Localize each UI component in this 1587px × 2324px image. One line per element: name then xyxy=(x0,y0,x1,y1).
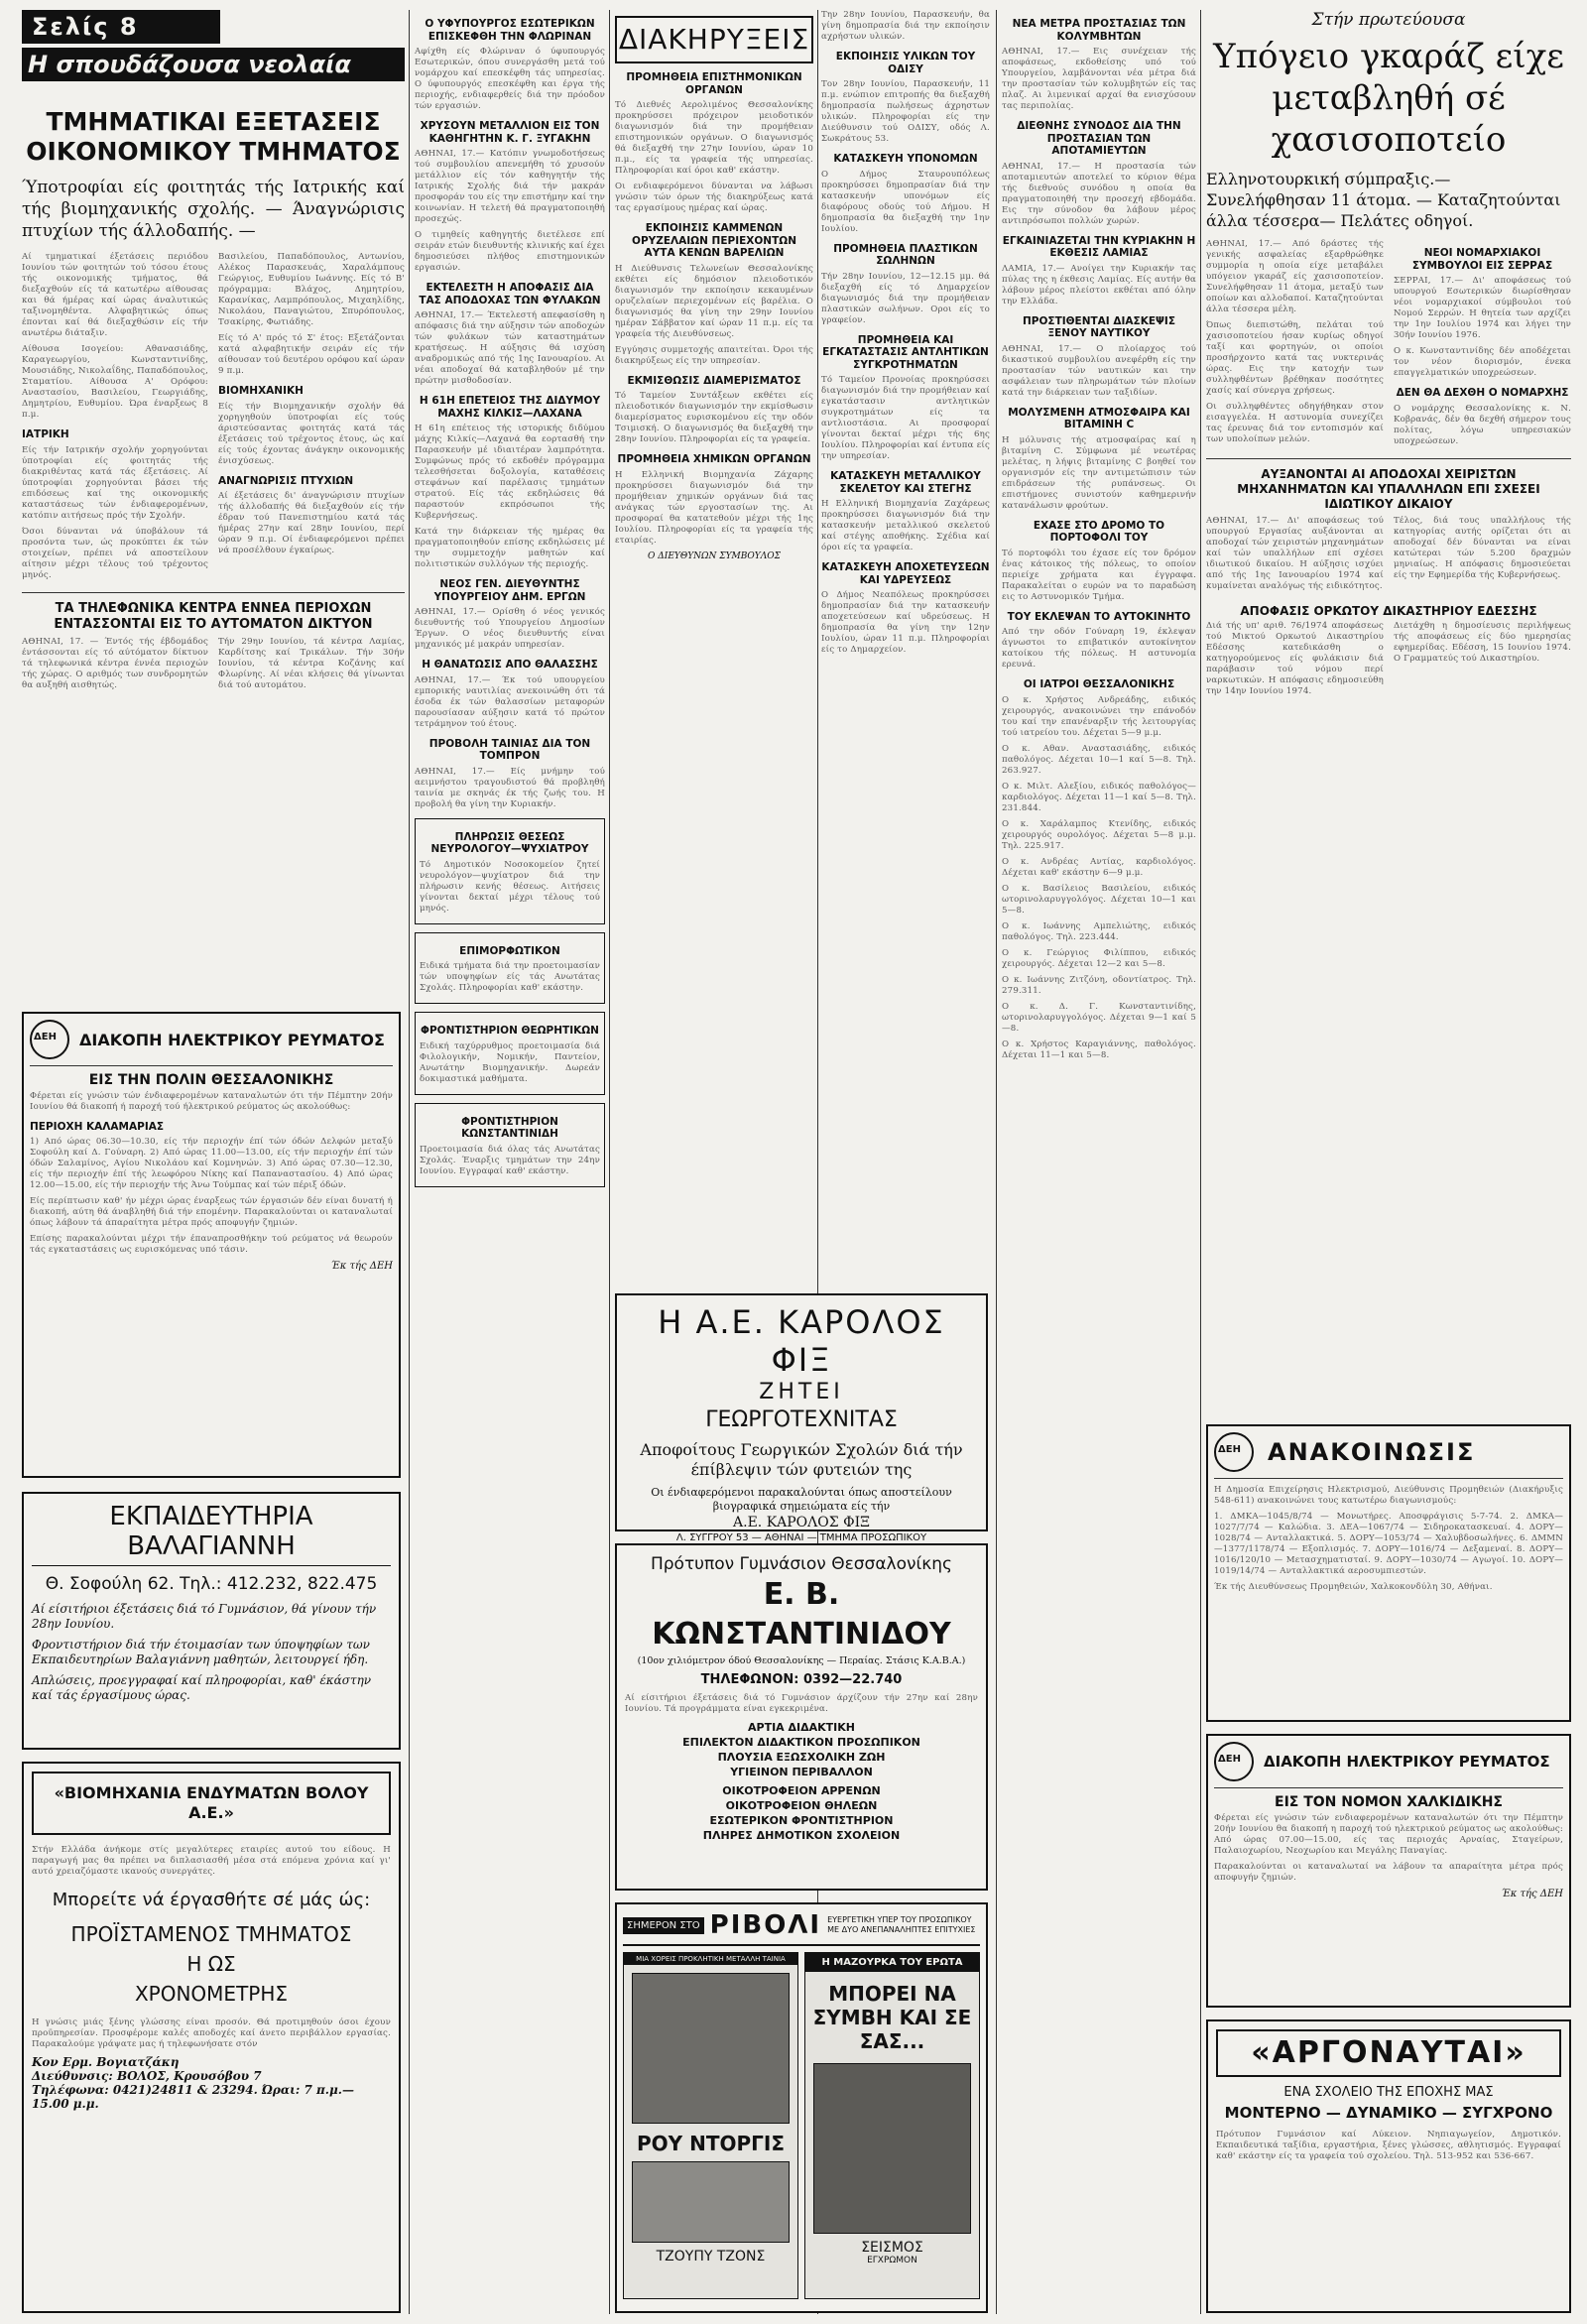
ad-subtitle: ΕΙΣ ΤΗΝ ΠΟΛΙΝ ΘΕΣΣΑΛΟΝΙΚΗΣ xyxy=(88,1072,334,1088)
divider xyxy=(1206,458,1571,459)
body-text: Τό Δημοτικόν Νοσοκομείον ζητεί νευρολόγον—ψυχίατρον διά την πλήρωσιν κενής θέσεως. Αιτήσεις γίνονται δεκταί μέχρι τέλους τού μηνός. xyxy=(420,859,600,914)
body-text: Ο κ. Αθαν. Αναστασιάδης, ειδικός παθολόγος. Δέχεται 10—1 καί 5—8. Τηλ. 263.927. xyxy=(1002,743,1196,776)
body-text: ΑΘΗΝΑΙ, 17.— Δι' αποφάσεως τού υπουργού Εργασίας αυξάνονται αι αποδοχαί τών χειριστών μηχανημάτων καί τών υπαλλήλων επί σχέσει ιδιωτικού δικαίου. Η αύξησις ισχύει από τής 1ης Ιανουαρίου 1974 καί κυμαίνεται αναλόγως τής ειδικότητος. xyxy=(1206,515,1384,591)
body-text: Ο κ. Μιλτ. Αλεξίου, ειδικός παθολόγος—καρδιολόγος. Δέχεται 11—1 καί 5—8. Τηλ. 231.844. xyxy=(1002,781,1196,813)
body-text: Επίσης παρακαλούνται μέχρι τήν έπαναπροσθήκην τού ρεύματος νά θεωρούν τάς εγκαταστάσεις ως ευρισκόμενας υπό τάσιν. xyxy=(30,1234,393,1255)
ad-phone: ΤΗΛΕΦΩΝΟΝ: 0392—22.740 xyxy=(700,1672,903,1687)
ad-title: Ε. Β. ΚΩΝΣΤΑΝΤΙΝΙΔΟΥ xyxy=(652,1577,951,1651)
film-1-tagline: ΜΙΑ ΧΟΡΕΙΣ ΠΡΟΚΛΗΤΙΚΗ ΜΕΤΑΛΛΗ ΤΑΙΝΙΑ xyxy=(624,1953,797,1965)
divider xyxy=(1214,1787,1563,1788)
column-rule xyxy=(409,10,410,2314)
ad-valagianni xyxy=(22,1492,401,1750)
ad-title: «ΒΙΟΜΗΧΑΝΙΑ ΕΝΔΥΜΑΤΩΝ ΒΟΛΟΥ Α.Ε.» xyxy=(32,1772,391,1835)
body-text: Τέλος, διά τους υπαλλήλους τής κατηγορίας αυτής ορίζεται ότι αι αποδοχαί δέν δύνανται να είναι κατώτεραι τών 5.200 δραχμών μηνιαίως. Η απόφασις δημοσιεύεται είς την Εφημερίδα τής Κυβερνήσεως. xyxy=(1394,515,1571,580)
film-still xyxy=(632,2161,790,2243)
ad-position: ΧΡΟΝΟΜΕΤΡΗΣ xyxy=(134,1982,289,2006)
body-text: ΣΕΡΡΑΙ, 17.— Δι' αποφάσεως τού υπουργού Εσωτερικών διωρίσθησαν νέοι νομαρχιακοί σύμβουλοι τού Νομού Σερρών. Η θητεία των αρχίζει την 1ην Ιουλίου 1974 και λήγει την 30ήν Ιουνίου 1976. xyxy=(1394,276,1571,340)
body-text: Ο κ. Βασίλειος Βασιλείου, ειδικός ωτορινολαρυγγολόγος. Δέχεται 10—1 και 5—8. xyxy=(1002,883,1196,916)
headline: Η 61Η ΕΠΕΤΕΙΟΣ ΤΗΣ ΔΙΔΥΜΟΥ ΜΑΧΗΣ ΚΙΛΚΙΣ—ΛΑΧΑΝΑ xyxy=(419,395,601,420)
dei-logo-icon xyxy=(1214,1742,1254,1781)
ad-title: «ΑΡΓΟΝΑΥΤΑΙ» xyxy=(1216,2029,1561,2077)
body-text: Κατά την διάρκειαν τής ημέρας θα πραγματοποιηθούν επίσης εκδηλώσεις μέ την συμμετοχήν μαθητών καί πολιτιστικών συλλόγων τής περιοχής. xyxy=(415,527,605,569)
headline: ΚΑΤΑΣΚΕΥΗ ΜΕΤΑΛΛΙΚΟΥ ΣΚΕΛΕΤΟΥ ΚΑΙ ΣΤΕΓΗΣ xyxy=(830,470,981,495)
film-2-poster xyxy=(804,1952,980,2299)
ad-line: Απλώσεις, προεγγραφαί καί πληροφορίαι, καθ' έκάστην καί τάς έργασίμους ώρας. xyxy=(32,1673,372,1702)
headline: ΚΑΤΑΣΚΕΥΗ ΑΠΟΧΕΤΕΥΣΕΩΝ ΚΑΙ ΥΔΡΕΥΣΕΩΣ xyxy=(821,561,990,586)
body-text: Οι συλληφθέντες οδηγήθηκαν στον εισαγγελέα. Η αστυνομία συνεχίζει τας έρευνας διά τον εντοπισμόν καί των υπολοίπων μελών. xyxy=(1206,402,1384,444)
body-text: ΑΘΗΝΑΙ, 17.— Έκ τού υπουργείου εμπορικής ναυτιλίας ανεκοινώθη ότι τά έσοδα έκ τών θαλασσίων μεταφορών παρουσίασαν αύξησιν κατά τό πρώτον τετράμηνον τού έτους. xyxy=(415,674,605,729)
ad-box-neurologist xyxy=(415,818,605,924)
headline: ΠΡΟΣΤΙΘΕΝΤΑΙ ΔΙΑΣΚΕΨΙΣ ΞΕΝΟΥ ΝΑΥΤΙΚΟΥ xyxy=(1022,314,1176,339)
film-still xyxy=(632,1973,790,2124)
ad-title: ΔΙΑΚΟΠΗ ΗΛΕΚΤΡΙΚΟΥ ΡΕΥΜΑΤΟΣ xyxy=(1264,1753,1550,1771)
body-text: ΑΘΗΝΑΙ, 17.— Εις συνέχειαν τής αποφάσεως, εκδοθείσης υπό τού Υπουργείου, λαμβάνονται νέα μέτρα διά την προστασίαν τών κολυμβητών είς τας πλαζ. Αι λιμενικαί αρχαί θα ενισχύσουν τας περιπολίας. xyxy=(1002,47,1196,111)
headline: ΠΡΟΜΗΘΕΙΑ ΠΛΑΣΤΙΚΩΝ ΣΩΛΗΝΩΝ xyxy=(833,242,978,267)
body-text: ΑΘΗΝΑΙ, 17.— Ο πλοίαρχος τού δικαστικού συμβουλίου ανεφέρθη είς την προστασίαν τών ναυτικών και την ασφάλειαν των πληρωμάτων τών πλοίων κατά την διάρκειαν των ταξιδίων. xyxy=(1002,343,1196,398)
headline: ΠΡΟΜΗΘΕΙΑ ΚΑΙ ΕΓΚΑΤΑΣΤΑΣΙΣ ΑΝΤΛΗΤΙΚΩΝ ΣΥΓΚΡΟΤΗΜΑΤΩΝ xyxy=(822,333,989,371)
film-1-star: ΤΖΟΥΠΥ ΤΖΟΝΣ xyxy=(656,2249,766,2264)
article-phones-title: ΤΑ ΤΗΛΕΦΩΝΙΚΑ ΚΕΝΤΡΑ ΕΝΝΕΑ ΠΕΡΙΟΧΩΝ ΕΝΤΑΣΣΟΝΤΑΙ ΕΙΣ ΤΟ ΑΥΤΟΜΑΤΟΝ ΔΙΚΤΥΟΝ xyxy=(54,600,373,632)
headline: ΕΧΑΣΕ ΣΤΟ ΔΡΟΜΟ ΤΟ ΠΟΡΤΟΦΟΛΙ ΤΟΥ xyxy=(1033,519,1165,544)
subhead: ΑΝΑΓΝΩΡΙΣΙΣ ΠΤΥΧΙΩΝ xyxy=(218,474,354,487)
ad-feature: ΥΓΙΕΙΝΟΝ ΠΕΡΙΒΑΛΛΟΝ xyxy=(730,1766,873,1778)
body-text: Ο κ. Ιωάννης Ζιτζόνη, οδοντίατρος. Τηλ. 279.311. xyxy=(1002,974,1196,996)
body-text: Προετοιμασία διά όλας τάς Ανωτάτας Σχολάς. Έναρξις τμημάτων την 24ην Ιουνίου. Εγγραφαί καθ' εκάστην. xyxy=(420,1144,600,1176)
body-text: Ο κ. Χρήστος Ανδρεάδης, ειδικός χειρουργός, ανακοινώνει την επάνοδόν του καί την επανέναρξιν τής λειτουργίας τού ιατρείου του. Δέχεται 5—9 μ.μ. xyxy=(1002,694,1196,738)
body-text: Τήν 28ην Ιουνίου, 12—12.15 μμ. θά διεξαχθή είς τό Δημαρχείον διαγωνισμός διά την προμήθειαν πλαστικών σωλήνων. Οροι είς το γραφείον. xyxy=(821,271,990,325)
body-text: ΑΘΗΝΑΙ, 17.— Είς μνήμην τού αειμνήστου τραγουδιστού θά προβληθή ταινία με σκηνάς έκ τής ζωής του. Η προβολή θα γίνη την Κυριακήν. xyxy=(415,766,605,809)
body-text: ΑΘΗΝΑΙ, 17.— Ορίσθη ό νέος γενικός διευθυντής τού Υπουργείου Δημοσίων Έργων. Ο νέος διευθυντής είναι μηχανικός μέ μακράν υπηρεσίαν. xyxy=(415,607,605,650)
ad-argonautai xyxy=(1206,2019,1571,2313)
ad-cta: Μπορείτε νά έργασθήτε σέ μάς ώς: xyxy=(52,1890,371,1910)
ad-box-konstantinidi xyxy=(415,1103,605,1187)
headline: ΕΓΚΑΙΝΙΑΖΕΤΑΙ ΤΗΝ ΚΥΡΙΑΚΗΝ Η ΕΚΘΕΣΙΣ ΛΑΜΙΑΣ xyxy=(1002,234,1196,259)
ad-position: Η ΩΣ xyxy=(186,1952,236,1976)
dei-logo-icon xyxy=(1214,1432,1254,1472)
ad-slogan: ΕΥΕΡΓΕΤΙΚΗ ΥΠΕΡ ΤΟΥ ΠΡΟΣΩΠΙΚΟΥ ΜΕ ΔΥΟ ΑΝΕΠΑΝΑΛΗΠΤΕΣ ΕΠΙΤΥΧΙΕΣ xyxy=(827,1915,976,1934)
ad-rivoli-cinema xyxy=(615,1902,988,2313)
body-text: Η μόλυνσις τής ατμοσφαίρας καί η βιταμίνη C. Σύμφωνα μέ νεωτέρας μελέτας, η λήψις βιταμίνης C βοηθεί τον οργανισμόν είς την αντιμετώπισιν τών επιδράσεων τής ρυπάνσεως. Οι επιστήμονες συνιστούν καθημερινήν κατανάλωσιν φρούτων. xyxy=(1002,434,1196,511)
ad-position: ΠΡΟΪΣΤΑΜΕΝΟΣ ΤΜΗΜΑΤΟΣ xyxy=(70,1922,352,1946)
headline: ΤΟΥ ΕΚΛΕΨΑΝ ΤΟ ΑΥΤΟΚΙΝΗΤΟ xyxy=(1007,610,1191,623)
headline: ΕΚΠΟΙΗΣΙΣ ΥΛΙΚΩΝ ΤΟΥ ΟΔΙΣΥ xyxy=(835,51,976,75)
body-text: ΛΑΜΙΑ, 17.— Ανοίγει την Κυριακήν τας πύλας της η έκθεσις Λαμίας. Είς αυτήν θα λάβουν μέρος πλείστοι εκθέται από όλην την Ελλάδα. xyxy=(1002,263,1196,306)
ad-power-outage-chalkidiki xyxy=(1206,1734,1571,2008)
headline: ΚΑΤΑΣΚΕΥΗ ΥΠΟΝΟΜΩΝ xyxy=(833,153,978,165)
dei-logo-icon xyxy=(30,1020,69,1059)
ad-subtitle: ΕΙΣ ΤΟΝ ΝΟΜΟΝ ΧΑΛΚΙΔΙΚΗΣ xyxy=(1275,1794,1503,1810)
body-text: Η Ελληνική Βιομηχανία Ζαχάρεως προκηρύσσει διαγωνισμόν διά την κατασκευήν μεταλλικού σκελετού καί στέγης αποθήκης. Σχέδια καί όροι είς τα γραφεία. xyxy=(821,499,990,552)
ad-title: ΑΝΑΚΟΙΝΩΣΙΣ xyxy=(1268,1438,1476,1466)
body-text: Οι ενδιαφερόμενοι δύνανται να λάβωσι γνώσιν τών όρων τής διακηρύξεως κατά τας εργασίμους ημέρας καί ώρας. xyxy=(615,182,813,213)
ad-title: ΦΡΟΝΤΙΣΤΗΡΙΟΝ ΘΕΩΡΗΤΙΚΩΝ xyxy=(421,1025,599,1037)
ad-feature: ΠΛΟΥΣΙΑ ΕΞΩΣΧΟΛΙΚΗ ΖΩΗ xyxy=(717,1751,886,1764)
ad-area: ΠΕΡΙΟΧΗ ΚΑΛΑΜΑΡΙΑΣ xyxy=(30,1120,165,1133)
body-text: Η γνώσις μιάς ξένης γλώσσης είναι προσόν. Θά προτιμηθούν όσοι έχουν προϋπηρεσίαν. Προσφέρομε καλές αποδοχές καί άνετο περιβάλλον εργασίας. Παρακαλούμε γράψατε μας ή τηλεφωνήσατε στόν xyxy=(32,2018,391,2049)
body-text: Ο νομάρχης Θεσσαλονίκης κ. Ν. Κοβρανάς, δέν θα δεχθή σήμερον τους πολίτας, λόγω υπηρεσιακών υποχρεώσεων. xyxy=(1394,403,1571,446)
body-text: Εγγύησις συμμετοχής απαιτείται. Όροι τής διακηρύξεως είς την υπηρεσίαν. xyxy=(615,344,813,366)
headline: ΝΕΟΣ ΓΕΝ. ΔΙΕΥΘΥΝΤΗΣ ΥΠΟΥΡΓΕΙΟΥ ΔΗΜ. ΕΡΓΩΝ xyxy=(433,578,586,603)
body-text: Διά τής υπ' αριθ. 76/1974 αποφάσεως τού Μικτού Ορκωτού Δικαστηρίου Εδέσσης κατεδικάσθη ο κατηγορούμενος είς φυλάκισιν διά παράβασιν τού νόμου περί ναρκωτικών. Η απόφασις εδημοσιεύθη την 14ην Ιουνίου 1974. xyxy=(1206,621,1384,696)
headline: ΠΡΟΜΗΘΕΙΑ ΧΗΜΙΚΩΝ ΟΡΓΑΝΩΝ xyxy=(617,453,811,465)
ad-signature: Έκ τής ΔΕΗ xyxy=(1501,1888,1563,1899)
ad-address: (10ον χιλιόμετρον όδού Θεσσαλονίκης — Περαίας. Στάσις Κ.Α.Β.Α.) xyxy=(637,1655,966,1666)
body-text: Όσοι δύνανται νά ύποβάλουν τά προσόντα των, ώς προκύπτει έκ τών στοιχείων, πρέπει νά αποστείλουν αίτησιν μέχρι τέλους τού τρέχοντος μηνός. xyxy=(22,526,208,580)
headline: ΑΥΞΑΝΟΝΤΑΙ ΑΙ ΑΠΟΔΟΧΑΙ ΧΕΙΡΙΣΤΩΝ ΜΗΧΑΝΗΜΑΤΩΝ ΚΑΙ ΥΠΑΛΛΗΛΩΝ ΕΠΙ ΣΧΕΣΕΙ ΙΔΙΩΤΙΚΟΥ ΔΙΚΑΙΟΥ xyxy=(1237,466,1540,511)
ad-konstantinidou-school xyxy=(615,1543,988,1891)
column-rule xyxy=(609,10,610,2314)
headline: ΕΚΠΟΙΗΣΙΣ ΚΑΜΜΕΝΩΝ ΟΡΥΖΕΛΑΙΩΝ ΠΕΡΙΕΧΟΝΤΩΝ ΑΥΤΑ ΚΕΝΩΝ ΒΑΡΕΛΙΩΝ xyxy=(632,222,796,259)
court-body xyxy=(1206,621,1571,702)
column-5 xyxy=(1002,10,1196,2311)
film-still xyxy=(813,2063,971,2234)
ad-role: ΓΕΩΡΓΟΤΕΧΝΙΤΑΣ xyxy=(705,1407,898,1432)
ad-address: Λ. ΣΥΓΓΡΟΥ 53 — ΑΘΗΝΑΙ — ΤΜΗΜΑ ΠΡΟΣΩΠΙΚΟΥ xyxy=(675,1532,927,1543)
body-text: Ο κ. Γεώργιος Φιλίππου, ειδικός χειρουργός. Δέχεται 12—2 και 5—8. xyxy=(1002,947,1196,969)
body-text: ΑΘΗΝΑΙ, 17.— Κατόπιν γνωμοδοτήσεως τού συμβουλίου απενεμήθη τό χρυσούν μετάλλιον είς τόν καθηγητήν τής Ιατρικής Σχολής διά τήν μακράν προσφοράν του είς την επιστήμην καί την κοινωνίαν. Η τελετή θά πραγματοποιηθή προσεχώς. xyxy=(415,149,605,224)
ad-power-outage-thessaloniki xyxy=(22,1012,401,1478)
film-2-title: ΜΠΟΡΕΙ ΝΑ ΣΥΜΒΗ ΚΑΙ ΣΕ ΣΑΣ... xyxy=(812,1982,972,2053)
ad-contact: Κον Ερμ. Βογιατζάκη xyxy=(32,2055,180,2069)
ad-feature: ΠΛΗΡΕΣ ΔΗΜΟΤΙΚΟΝ ΣΧΟΛΕΙΟΝ xyxy=(702,1829,901,1842)
article-exams-title: ΤΜΗΜΑΤΙΚΑΙ ΕΞΕΤΑΣΕΙΣ ΟΙΚΟΝΟΜΙΚΟΥ ΤΜΗΜΑΤΟΣ xyxy=(26,107,401,166)
headline: ΝΕΑ ΜΕΤΡΑ ΠΡΟΣΤΑΣΙΑΣ ΤΩΝ ΚΟΛΥΜΒΗΤΩΝ xyxy=(1012,18,1186,43)
ad-signature: Έκ τής ΔΕΗ xyxy=(330,1261,393,1272)
body-text: Είς τήν Ιατρικήν σχολήν χορηγούνται ύποτροφίαι είς φοιτητάς τής διακριθέντας κατά τάς έξετάσεις. Αί ύποτροφίαι χορηγούνται βάσει τής επιδόσεως καί της οικονομικής καταστάσεως τών ένδιαφερομένων, κατόπιν αιτήσεως πρός τήν Σχολήν. xyxy=(22,444,208,521)
main-headline: Υπόγειο γκαράζ είχε μεταβληθή σέ χασισοποτείο xyxy=(1213,37,1564,160)
divider xyxy=(1214,1478,1563,1479)
ad-today: ΣΗΜΕΡΟΝ ΣΤΟ xyxy=(623,1917,704,1934)
headline: ΠΡΟΒΟΛΗ ΤΑΙΝΙΑΣ ΔΙΑ ΤΟΝ ΤΟΜΠΡΟΝ xyxy=(428,737,591,762)
body-text: Ο Δήμος Νεαπόλεως προκηρύσσει δημοπρασίαν διά την κατασκευήν αποχετεύσεων καί υδρεύσεως. Η δημοπρασία θα γίνη την 12ην Ιουλίου, ώραν 11 π.μ. Πληροφορίαι είς το Δημαρχείον. xyxy=(821,590,990,655)
main-body xyxy=(1206,239,1571,452)
body-text: Αί έξετάσεις δι' άναγνώρισιν πτυχίων τής άλλοδαπής θά διεξαχθούν είς τήν έδραν τού Πανεπιστημίου κατά τάς ήμέρας 27ην καί 28ην Ιουνίου, περί ώραν 9 π.μ. Οί ένδιαφερόμενοι πρέπει νά προσέλθουν έγκαίρως. xyxy=(218,491,405,555)
ad-feature: ΕΠΙΛΕΚΤΟΝ ΔΙΔΑΚΤΙΚΟΝ ΠΡΟΣΩΠΙΚΟΝ xyxy=(682,1736,920,1749)
body-text: Τό Ταμείον Προνοίας προκηρύσσει διαγωνισμόν διά την προμήθειαν καί εγκατάστασιν αντλητικών συγκροτημάτων είς τα αντλιοστάσια. Αι προσφοραί γίνονται δεκταί μέχρι τής 6ης Ιουλίου. Πληροφορίαι καί έντυπα είς την υπηρεσίαν. xyxy=(821,375,990,461)
ad-pre: Πρότυπον Γυμνάσιον Θεσσαλονίκης xyxy=(650,1554,953,1574)
body-text: Ο κ. Ιωάννης Αμπελιώτης, ειδικός παθολόγος. Τηλ. 223.444. xyxy=(1002,920,1196,942)
ad-box-tutoring xyxy=(415,1012,605,1095)
body-text: Βασιλείου, Παπαδόπουλος, Αντωνίου, Αλέκος Παρασκευάς, Χαραλάμπους Γεώργιος, Ευθυμίου Ιωάννης. Είς τό Β' πρόγραμμα: Βλάχος, Δημητρίου, Καρανίκας, Λαμπρόπουλος, Μιχαηλίδης, Νικολάου, Παναγιώτου, Σπυρόπουλος, Τσακίρης, Φωτιάδης. xyxy=(218,252,405,327)
divider xyxy=(30,1065,393,1066)
column-2 xyxy=(415,10,605,2311)
body-text: Ο κ. Κωνσταντινίδης δέν αποδέχεται τον νέον διορισμόν, ένεκα επαγγελματικών υποχρεώσεων. xyxy=(1394,346,1571,378)
ad-title: ΕΠΙΜΟΡΦΩΤΙΚΟΝ xyxy=(459,944,560,957)
column-4 xyxy=(821,10,990,1289)
body-text: Είς τήν Βιομηχανικήν σχολήν θά χορηγηθούν ύποτροφίαι είς τούς άριστεύσαντας φοιτητάς κατά τάς έξετάσεις τού τρέχοντος έτους, ώς καί είς τούς έχοντας άνάγκην οικονομικής ένισχύσεως. xyxy=(218,401,405,466)
side-headline: ΔΕΝ ΘΑ ΔΕΧΘΗ Ο ΝΟΜΑΡΧΗΣ xyxy=(1396,387,1569,399)
ad-wants: ΖΗΤΕΙ xyxy=(759,1380,844,1405)
film-1-poster xyxy=(623,1952,798,2299)
body-text: Η 61η επέτειος τής ιστορικής διδύμου μάχης Κιλκίς—Λαχανά θα εορτασθή την Παρασκευήν μέ ιδιαιτέραν λαμπρότητα. Συμφώνως πρός τό εκδοθέν πρόγραμμα τελεσθήσεται δοξολογία, καταθέσεις στεφάνων καί παρέλασις τμημάτων στρατού. Είς τάς εκδηλώσεις θά παραστούν εκπρόσωποι τής Κυβερνήσεως. xyxy=(415,424,605,521)
headline: ΑΠΟΦΑΣΙΣ ΟΡΚΩΤΟΥ ΔΙΚΑΣΤΗΡΙΟΥ ΕΔΕΣΣΗΣ xyxy=(1240,603,1537,618)
column-3 xyxy=(615,10,813,1289)
ad-feature: ΑΡΤΙΑ ΔΙΔΑΚΤΙΚΗ xyxy=(748,1721,855,1734)
ad-title: Η Α.Ε. ΚΑΡΟΛΟΣ ΦΙΞ xyxy=(658,1303,945,1379)
body-text: ΑΘΗΝΑΙ, 17.— Έκτελεστή απεφασίσθη η απόφασις διά την αύξησιν τών αποδοχών τών φυλάκων τών καταστημάτων κρατήσεως. Η αύξησις θά ισχύση αναδρομικώς από τής 1ης Ιανουαρίου. Αι νέαι αποδοχαί θά καταβληθούν μέ την πρώτην μισθοδοσίαν. xyxy=(415,310,605,386)
body-text: Ο κ. Χρήστος Καραγιάννης, παθολόγος. Δέχεται 11—1 και 5—8. xyxy=(1002,1039,1196,1060)
ad-feature: ΟΙΚΟΤΡΟΦΕΙΟΝ ΘΗΛΕΩΝ xyxy=(725,1799,878,1812)
section-title: Η σπουδάζουσα νεολαία xyxy=(22,48,405,81)
signature: Ο ΔΙΕΥΘΥΝΩΝ ΣΥΜΒΟΥΛΟΣ xyxy=(648,550,781,561)
ad-line: Αί είσιτήριοι έξετάσεις διά τό Γυμνάσιον, θά γίνουν τήν 28ην Ιουνίου. xyxy=(32,1602,377,1631)
body-text: Είς τό Α' πρός τό Σ' έτος: Εξετάζονται κατά αλφαβητικήν σειράν είς τήν αίθουσαν τού δευτέρου ορόφου καί ώραν 9 π.μ. xyxy=(218,333,405,376)
body-text: 1. ΔΜΚΑ—1045/8/74 — Μονωτήρες. Αποσφράγισις 5-7-74. 2. ΔΜΚΑ—1027/7/74 — Καλώδια. 3. ΔΕΑ—1067/74 — Σιδηροκατασκευαί. 4. ΔΟΡΥ—1028/74 — Ανταλλακτικά. 5. ΔΟΡΥ—1053/74 — Χαλυβδοσωλήνες. 6. ΔΜΜΝ—1377/1178/74 — Εξοπλισμός. 7. ΔΟΡΥ—1016/74 — Δεξαμεναί. 8. ΔΟΡΥ—1016/120/10 — Μετασχηματισταί. 9. ΔΟΡΥ—1030/74 — Αγωγοί. 10. ΔΟΡΥ—1019/14/74 — Ανταλλακτικά αεροσυμπιεστών. xyxy=(1214,1512,1563,1576)
ad-karolos-fix xyxy=(615,1293,988,1543)
film-2-tagline: Η ΜΑΖΟΥΡΚΑ ΤΟΥ ΕΡΩΤΑ xyxy=(805,1953,979,1972)
ad-title: ΕΚΠΑΙΔΕΥΤΗΡΙΑ ΒΑΛΑΓΙΑΝΝΗ xyxy=(32,1502,391,1566)
column-rule xyxy=(1200,10,1201,2314)
ad-title: ΠΛΗΡΩΣΙΣ ΘΕΣΕΩΣ ΝΕΥΡΟΛΟΓΟΥ—ΨΥΧΙΑΤΡΟΥ xyxy=(430,830,589,855)
headline: ΜΟΛΥΣΜΕΝΗ ΑΤΜΟΣΦΑΙΡΑ ΚΑΙ ΒΙΤΑΜΙΝΗ C xyxy=(1008,406,1190,430)
body-text: Αίθουσα Ισογείου: Αθανασιάδης, Καραγεωργίου, Κωνσταντινίδης, Μουσιάδης, Νικολαΐδης, Παπαδόπουλος, Σταματίου. Αίθουσα Α' Ορόφου: Αναστασίου, Βασιλείου, Γεωργιάδης, Δημητρίου, Ευθυμίου. Ώρα έναρξεως 8 π.μ. xyxy=(22,344,208,420)
ad-address: Θ. Σοφούλη 62. Τηλ.: 412.232, 822.475 xyxy=(45,1574,378,1594)
article-phones-body xyxy=(22,637,405,696)
ad-announcements xyxy=(1206,1424,1571,1722)
body-text: Ο κ. Δ. Γ. Κωνσταντινίδης, ωτορινολαρυγγολόγος. Δέχεται 9—1 καί 5—8. xyxy=(1002,1001,1196,1034)
article-exams-lead: Ύποτροφίαι είς φοιτητάς τής Ιατρικής καί τής βιομηχανικής σχολής. — Άναγνώρισις πτυχίων τής άλλοδαπής. — xyxy=(22,178,405,241)
subhead: ΙΑΤΡΙΚΗ xyxy=(22,428,69,440)
ad-tagline: ΜΟΝΤΕΡΝΟ — ΔΥΝΑΜΙΚΟ — ΣΥΓΧΡΟΝΟ xyxy=(1224,2104,1553,2122)
ad-desc: Αποφοίτους Γεωργικών Σχολών διά τήν έπίβλεψιν τών φυτειών της xyxy=(640,1440,963,1479)
body-text: Η Ελληνική Βιομηχανία Ζάχαρης προκηρύσσει διαγωνισμόν διά την προμήθειαν χημικών οργάνων διά τας ανάγκας τών εργοστασίων της. Αι προσφοραί θα κατατεθούν μέχρι τής 1ης Ιουλίου. Πληροφορίαι είς τα γραφεία τής εταιρίας. xyxy=(615,469,813,546)
ad-title: ΔΙΑΚΟΠΗ ΗΛΕΚΤΡΙΚΟΥ ΡΕΥΜΑΤΟΣ xyxy=(79,1030,385,1049)
ad-line: Φροντιστήριον διά τήν έτοιμασίαν των ύποψηφίων των Εκπαιδευτηρίων Βαλαγιάννη μαθητών, λειτουργεί ήδη. xyxy=(32,1638,370,1666)
ad-feature: ΟΙΚΟΤΡΟΦΕΙΟΝ ΑΡΡΕΝΩΝ xyxy=(722,1784,881,1797)
body-text: Η Διεύθυνσις Τελωνείων Θεσσαλονίκης εκθέτει είς δημόσιον πλειοδοτικόν διαγωνισμόν την εκποίησιν κεκαυμένων ορυζελαίων περιεχομένων είς βαρέλια. Ο διαγωνισμός θα γίνη την 29ην Ιουνίου ημέραν Σάββατον καί ώραν 11 π.μ. είς τα γραφεία τής Διευθύνσεως. xyxy=(615,263,813,339)
film-2-color: ΕΓΧΡΩΜΟΝ xyxy=(867,2256,917,2265)
body-text: Ο Δήμος Σταυρουπόλεως προκηρύσσει δημοπρασίαν διά την κατασκευήν υπονόμων είς διαφόρους οδούς τού Δήμου. Η δημοπρασία θα διεξαχθή την 1ην Ιουλίου. xyxy=(821,169,990,234)
ad-box-educational xyxy=(415,932,605,1005)
body-text: Όπως διεπιστώθη, πελάται τού χασισοποτείου ήσαν κυρίως οδηγοί ταξί και φορτηγών, οι οποίοι προσήρχοντο κατά τας νυκτερινάς ώρας. Εις την κατοχήν των συλληφθέντων βρέθηκαν ποσότητες χασίς καί σύνεργα χρήσεως. xyxy=(1206,320,1384,396)
ad-title: ΦΡΟΝΤΙΣΤΗΡΙΟΝ ΚΩΝΣΤΑΝΤΙΝΙΔΗ xyxy=(461,1115,558,1140)
body-text: Φέρεται είς γνώσιν τών ενδιαφερομένων καταναλωτών ότι την Πέμπτην 20ήν Ιουνίου θα διακοπή η παροχή τού ηλεκτρικού ρεύματος ως ακολούθως: Από ώρας 07.00—15.00, είς τας περιοχάς Αρναίας, Σταγείρων, Παλαιοχωρίου, Νεοχωρίου και Μεγάλης Παναγίας. xyxy=(1214,1812,1563,1856)
section-banner: ΔΙΑΚΗΡΥΞΕΙΣ xyxy=(615,16,813,63)
ad-note: Οι ένδιαφερόμενοι παρακαλούνται όπως αποστείλουν βιογραφικά σημειώματα είς τήν xyxy=(651,1486,952,1513)
body-text: Ειδική ταχύρρυθμος προετοιμασία διά Φιλολογικήν, Νομικήν, Παντείον, Ανωτάτην Βιομηχανικήν. Δωρεάν δοκιμαστικά μαθήματα. xyxy=(420,1040,600,1084)
headline: Ο ΥΦΥΠΟΥΡΓΟΣ ΕΣΩΤΕΡΙΚΩΝ ΕΠΙΣΚΕΦΘΗ ΤΗΝ ΦΛΩΡΙΝΑΝ xyxy=(425,18,595,43)
body-text: Διετάχθη η δημοσίευσις περιλήψεως τής αποφάσεως είς δύο ημερησίας εφημερίδας. Εδέσση, 15 Ιουνίου 1974. Ο Γραμματεύς τού Δικαστηρίου. xyxy=(1394,621,1571,664)
body-text: 1) Από ώρας 06.30—10.30, είς τήν περιοχήν έπί τών όδών Δελφών μεταξύ Σοφούλη καί Δ. Γούναρη. 2) Από ώρας 11.00—13.00, είς τήν περιοχήν έπί τών όδών Σαλαμίνος, Αγίου Νικολάου καί Κομνηνών. 3) Από ώρας 07.30—12.30, είς τήν περιοχήν έπί τής λεωφόρου Νίκης καί Παπαναστασίου. 4) Από ώρας 12.00—15.00, είς τήν περιοχήν τής Άνω Τούμπας καί τών πέριξ όδών. xyxy=(30,1137,393,1190)
page-label: Σελίς 8 xyxy=(22,10,220,44)
subhead: ΒΙΟΜΗΧΑΝΙΚΗ xyxy=(218,385,304,397)
body-text: Τό Διεθνές Αερολιμένος Θεσσαλονίκης προκηρύσσει πρόχειρον μειοδοτικόν διαγωνισμόν διά την προμήθειαν επιστημονικών οργάνων. Ο διαγωνισμός θά διεξαχθή την 27ην Ιουνίου, ώραν 10 π.μ., είς τα γραφεία τής υπηρεσίας. Πληροφορίαι καί όροι καθ' εκάστην. xyxy=(615,100,813,176)
ad-address: Διεύθυνσις: ΒΟΛΟΣ, Κρουσόβου 7 xyxy=(32,2069,262,2083)
body-text: Από την οδόν Γούναρη 19, έκλεψαν άγνωστοι το επιβατικόν αυτοκίνητον κατοίκου τής πόλεως. Η αστυνομία ερευνά. xyxy=(1002,627,1196,670)
ad-phones: Τηλέφωνα: 0421)24811 & 23294. Ώραι: 7 π.μ.—15.00 μ.μ. xyxy=(32,2083,354,2111)
body-text: Η Δημοσία Επιχείρησις Ηλεκτρισμού, Διεύθυνσις Προμηθειών (Διακήρυξις 548-611) ανακοινώνει τους κατωτέρω διαγωνισμούς: xyxy=(1214,1485,1563,1506)
body-text: Τό Ταμείον Συντάξεων εκθέτει είς πλειοδοτικόν διαγωνισμόν την εκμίσθωσιν διαμερίσματος ευρισκομένου είς την οδόν Τσιμισκή. Ο διαγωνισμός θα διεξαχθή την 28ην Ιουνίου. Πληροφορίαι είς τα γραφεία. xyxy=(615,391,813,444)
body-text: Αί τμηματικαί έξετάσεις περιόδου Ιουνίου τών φοιτητών τού τόσου έτους τής οικονομικής τμήματος, θά διεξαχθούν είς τά κατωτέρω αίθουσας και θά ήμέρας καί ώρας άναλυτικώς ταξινομηθέντα. Αλφαβητικώς όπως έπονται καί θά διεξαχθώσιν είς τήν ανωτέρω διάταξιν. xyxy=(22,252,208,338)
body-text: Αί είσιτήριοι έξετάσεις διά τό Γυμνάσιον άρχίζουν τήν 27ην καί 28ην Ιουνίου. Τά προγράμματα είναι εγκεκριμένα. xyxy=(625,1693,978,1714)
body-text: Έκ τής Διευθύνσεως Προμηθειών, Χαλκοκονδύλη 30, Αθήναι. xyxy=(1214,1582,1493,1592)
main-deck: Ελληνοτουρκική σύμπραξις.— Συνελήφθησαν 11 άτομα. — Καταζητούνται άλλα τέσσερα— Πελάτες οδηγοί. xyxy=(1206,170,1561,230)
ad-features xyxy=(625,1720,978,1843)
body-text: Τον 28ην Ιουνίου, Παρασκευήν, 11 π.μ. ενώπιον επιτροπής θα διεξαχθή δημοπρασία πωλήσεως άχρηστων υλικών. Πληροφορίαι είς την Διεύθυνσιν τού ΟΔΙΣΥ, οδός Λ. Σωκράτους 53. xyxy=(821,79,990,144)
body-text: Παρακαλούνται οι καταναλωταί να λάβουν τα απαραίτητα μέτρα πρός αποφυγήν ζημιών. xyxy=(1214,1861,1563,1883)
article-exams-body xyxy=(22,252,405,586)
headline: ΠΡΟΜΗΘΕΙΑ ΕΠΙΣΤΗΜΟΝΙΚΩΝ ΟΡΓΑΝΩΝ xyxy=(626,71,802,96)
divider xyxy=(22,592,405,593)
column-rule xyxy=(996,10,997,2314)
body-text: Τήν 29ην Ιουνίου, τά κέντρα Λαμίας, Καρδίτσης καί Τρικάλων. Τήν 30ήν Ιουνίου, τά κέντρα Κοζάνης καί Φλωρίνης. Αί νέαι κλήσεις θά γίνωνται διά τού αυτομάτου. xyxy=(218,636,405,690)
headline: ΟΙ ΙΑΤΡΟΙ ΘΕΣΣΑΛΟΝΙΚΗΣ xyxy=(1023,678,1175,690)
film-1-title: ΡΟΥ ΝΤΟΡΓΙΣ xyxy=(637,2132,785,2155)
body-text: ΑΘΗΝΑΙ, 17.— Η προστασία τών αποταμιευτών αποτελεί το κύριον θέμα τής διεθνούς συνόδου η οποία θα πραγματοποιηθή την προσεχή εβδομάδα. Εις την σύνοδον θα λάβουν μέρος αντιπρόσωποι πολλών χωρών. xyxy=(1002,161,1196,226)
headline: ΕΚΜΙΣΘΩΣΙΣ ΔΙΑΜΕΡΙΣΜΑΤΟΣ xyxy=(627,374,801,387)
body-text: Αφίχθη είς Φλώριναν ό ύφυπουργός Εσωτερικών, όπου συνεργάσθη μετά τού νομάρχου καί επεσκέφθη τάς υπηρεσίας. Ο ύφυπουργός επεσκέφθη και έργα τής περιοχής, ενδιαφερθείς διά την πρόοδον τών εργασιών. xyxy=(415,47,605,111)
headline: Η ΘΑΝΑΤΩΣΙΣ ΑΠΟ ΘΑΛΑΣΣΗΣ xyxy=(422,659,598,671)
ad-subtitle: ΕΝΑ ΣΧΟΛΕΙΟ ΤΗΣ ΕΠΟΧΗΣ ΜΑΣ xyxy=(1283,2085,1494,2100)
body-text: Πρότυπον Γυμνάσιον καί Λύκειον. Νηπιαγωγείον, Δημοτικόν. Εκπαιδευτικά ταξίδια, εργαστήρια, ξένες γλώσσες, αθλητισμός. Εγγραφαί καθ' εκάστην είς τα γραφεία τού σχολείου. Τηλ. 513-952 και 536-667. xyxy=(1216,2130,1561,2161)
body-text: Ο κ. Χαράλαμπος Κτενίδης, ειδικός χειρουργός ουρολόγος. Δέχεται 5—8 μ.μ. Τηλ. 225.917. xyxy=(1002,818,1196,851)
ad-company: Α.Ε. ΚΑΡΟΛΟΣ ΦΙΞ xyxy=(733,1515,870,1530)
body-text: ΑΘΗΝΑΙ, 17. — Έντός τής έβδομάδος έντάσσονται είς τό αύτόματον δίκτυον τά τηλεφωνικά κέντρα έννέα περιοχών τής χώρας. Ο αριθμός των συνδρομητών θα αυξηθή αισθητώς. xyxy=(22,636,208,690)
body-text: Είς περίπτωσιν καθ' ήν μέχρι ώρας έναρξεως τών έργασιών δέν είναι δυνατή ή διακοπή, αύτη θά άναβληθή διά τήν επομένην. Παρακαλούνται οι καταναλωταί όπως λάβουν τά άπαραίτητα μέτρα πρός αποφυγήν ζημιών. xyxy=(30,1196,393,1228)
ad-feature: ΕΣΩΤΕΡΙΚΟΝ ΦΡΟΝΤΙΣΤΗΡΙΟΝ xyxy=(709,1814,894,1827)
body-text: ΑΘΗΝΑΙ, 17.— Από δράστες τής γενικής ασφαλείας εξαρθρώθηκε συμμορία η οποία είχε μεταβάλει υπόγειον γκαράζ είς χασισοποτείον. Συνελήφθησαν 11 άτομα, μεταξύ των οποίων και αλλοδαποί. Καταζητούνται άλλα τέσσερα μέλη. xyxy=(1206,239,1384,314)
cinema-name: ΡΙΒΟΛΙ xyxy=(709,1910,822,1940)
headline: ΔΙΕΘΝΗΣ ΣΥΝΟΔΟΣ ΔΙΑ ΤΗΝ ΠΡΟΣΤΑΣΙΑΝ ΤΩΝ ΑΠΟΤΑΜΙΕΥΤΩΝ xyxy=(1017,120,1181,157)
body-text: Τό πορτοφόλι του έχασε είς τον δρόμον ένας κάτοικος τής πόλεως, το οποίον περιείχε χρήματα και έγγραφα. Παρακαλείται ο ευρών να το παραδώση εις το Αστυνομικόν Τμήμα. xyxy=(1002,548,1196,602)
film-2-credit: ΣΕΙΣΜΟΣ xyxy=(861,2240,923,2256)
body-text: Στήν Ελλάδα άνήκομε στίς μεγαλύτερες εταιρίες αυτού του είδους. Η παραγωγή μας θα πρέπει να διπλασιασθή μέσα στά επόμενα χρόνια καί γι' αυτό χρειαζόμαστε ικανούς συνεργάτες. xyxy=(32,1845,391,1877)
body-text: Ο κ. Ανδρέας Αντίας, καρδιολόγος. Δέχεται καθ' εκάστην 6—9 μ.μ. xyxy=(1002,856,1196,878)
body-text: Ο τιμηθείς καθηγητής διετέλεσε επί σειράν ετών διευθυντής κλινικής καί έχει δημοσιεύσει πλήθος επιστημονικών εργασιών. xyxy=(415,230,605,273)
body-text: Την 28ην Ιουνίου, Παρασκευήν, θα γίνη δημοπρασία διά την εκποίησιν αχρήστων υλικών. xyxy=(821,10,990,42)
headline: ΕΚΤΕΛΕΣΤΗ Η ΑΠΟΦΑΣΙΣ ΔΙΑ ΤΑΣ ΑΠΟΔΟΧΑΣ ΤΩΝ ΦΥΛΑΚΩΝ xyxy=(419,282,601,306)
side-headline: ΝΕΟΙ ΝΟΜΑΡΧΙΑΚΟΙ ΣΥΜΒΟΥΛΟΙ ΕΙΣ ΣΕΡΡΑΣ xyxy=(1411,247,1553,272)
wages-body xyxy=(1206,516,1571,597)
ad-volos-clothing xyxy=(22,1762,401,2313)
body-text: Φέρεται είς γνώσιν τών ένδιαφερομένων καταναλωτών ότι τήν Πέμπτην 20ήν Ιουνίου θά διακοπή ή παροχή τού ήλεκτρικού ρεύματος ώς ακολούθως: xyxy=(30,1090,393,1112)
body-text: Ειδικά τμήματα διά την προετοιμασίαν τών υποψηφίων είς τάς Ανωτάτας Σχολάς. Πληροφορίαι καθ' εκάστην. xyxy=(420,961,600,993)
headline: ΧΡΥΣΟΥΝ ΜΕΤΑΛΛΙΟΝ ΕΙΣ ΤΟΝ ΚΑΘΗΓΗΤΗΝ Κ. Γ. ΞΥΓΑΚΗΝ xyxy=(420,120,600,145)
kicker: Στήν πρωτεύουσα xyxy=(1311,10,1466,30)
